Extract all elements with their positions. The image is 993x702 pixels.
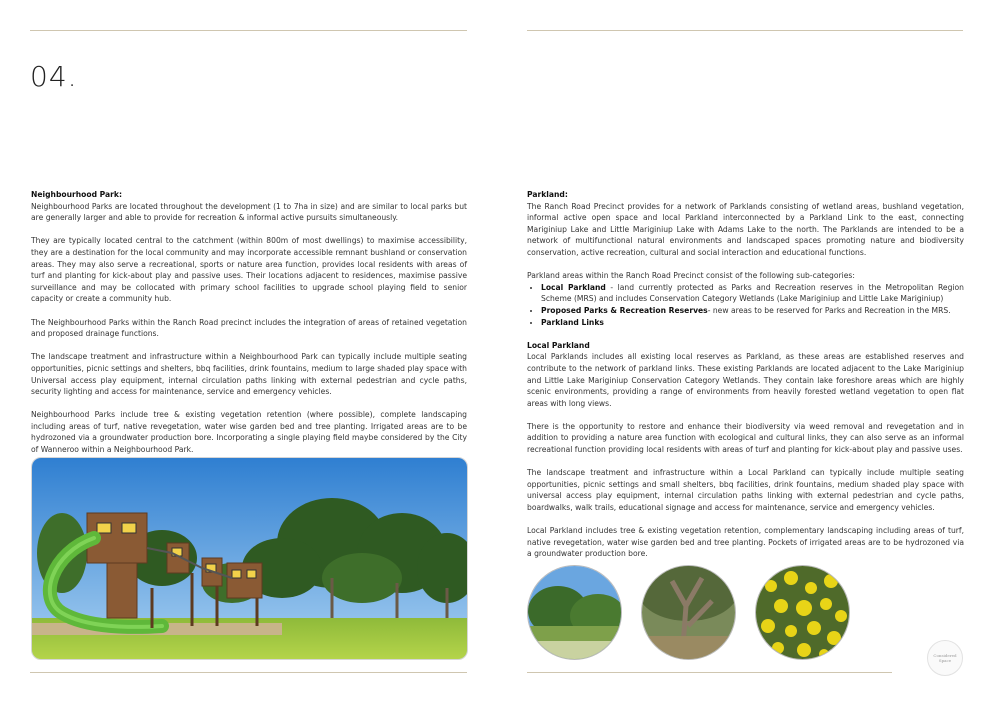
bullet-text: - land currently protected as Parks and Recreation reserves in the Metropolitan Region Scheme (MRS) and includes Conservation Category Wetlands (Lake Mariginiup and Little Lake Mariginiup) [541, 282, 964, 304]
bushland-photo-circle [641, 565, 736, 660]
left-paragraph: They are typically located central to the catchment (within 800m of most dwellings) to maximise accessibility, they are a destination for the local community and may incorporate accessible remnant bushland or conservation areas. They may also serve a recreational, sports or nature area function, provides local residents with areas of turf and planting for kick-about play and passive uses. Their locations adjacent to residences, maximise passive surveillance and may be collocated with primary school facilities to upgrade school playing field to senior capacity or create a community hub. [31, 236, 467, 304]
logo-text: Considered [933, 653, 957, 658]
right-column [527, 189, 964, 572]
right-paragraph: Local Parklands includes all existing local reserves as Parkland, as these areas are established reserves and contribute to the network of parkland links. These existing Parklands are located adjacent to the Lake Mariginiup and Little Lake Mariginiup Conservation Category Wetlands. They contain lake foreshore areas which are highly scenic environments, providing a range of environments from heavily forested wetland vegetation to open flat areas with long views. [527, 352, 964, 408]
left-paragraph: The landscape treatment and infrastructure within a Neighbourhood Park can typically include multiple seating opportunities, picnic settings and shelters, bbq facilities, drink fountains, medium to large shaded play space with Universal access play equipment, internal circulation paths linking with external pedestrian and cycle paths, security lighting and access for maintenance, service and emergency vehicles. [31, 352, 467, 397]
bottom-rule-left [30, 672, 467, 673]
left-column [31, 189, 467, 467]
right-paragraph: The landscape treatment and infrastructure within a Local Parkland can typically include multiple seating opportunities, picnic settings and small shelters, bbq facilities, drink fountains, medium shaded play space with universal access play equipment, internal circulation paths linking with external pedestrian and cycle paths, boardwalks, walk trails, educational signage and access for maintenance, service and emergency vehicles. [527, 468, 964, 513]
left-paragraph: Neighbourhood Parks include tree & existing vegetation retention (where possible), complete landscaping including areas of turf, native revegetation, water wise garden bed and tree planting. Irrigated areas are to be hydrozoned via a groundwater production bore. Incorporating a single playing field maybe considered by the City of Wanneroo within a Neighbourhood Park. [31, 410, 467, 455]
parkland-sub-intro: Parkland areas within the Ranch Road Precinct consist of the following sub-categories: [527, 271, 855, 281]
bullet-bold-label: Proposed Parks & Recreation Reserves [541, 305, 708, 315]
wattle-flower-photo-circle [755, 565, 850, 660]
right-paragraph: There is the opportunity to restore and enhance their biodiversity via weed removal and revegetation and in addition to providing a nature area function with ecological and cultural links, they can also serve as an informal recreational function providing local residents with areas of turf and planting for kick-about play and passive uses. [527, 421, 964, 455]
parkland-heading: Parkland: [527, 190, 568, 199]
parkland-intro: The Ranch Road Precinct provides for a network of Parklands consisting of wetland areas, bushland vegetation, informal active open space and local Parkland interconnected by a Parkland Link to the east, connecting Mariginiup Lake and Little Mariginiup Lake with Adams Lake to the north. The Parklands are intended to be a network of multifunctional natural environments and landscaped spaces promoting nature and biodiversity conservation, active recreation, cultural and social interaction and educational functions. [527, 201, 964, 257]
considered-space-logo [927, 640, 963, 676]
right-paragraph: Local Parkland includes tree & existing vegetation retention, complementary landscaping including areas of turf, native revegetation, water wise garden bed and tree planting. Pockets of irrigated areas are to be hydrozoned via a groundwater production bore. [527, 526, 964, 559]
bullet-text: - new areas to be reserved for Parks and Recreation in the MRS. [707, 305, 951, 315]
neighbourhood-park-heading: Neighbourhood Park: [31, 190, 122, 199]
left-paragraph: Neighbourhood Parks are located throughout the development (1 to 7ha in size) and are similar to local parks but are generally larger and able to provide for recreation & informal active pursuits simultaneously. [31, 201, 467, 223]
list-item [541, 317, 964, 329]
bullet-bold-label: Local Parkland [541, 282, 606, 292]
list-item [541, 282, 964, 305]
page-number: 04. [30, 60, 78, 93]
playground-photo [31, 457, 468, 660]
parkland-categories-list [527, 282, 964, 328]
logo-text: Space [938, 658, 952, 663]
local-parkland-heading: Local Parkland [527, 340, 590, 350]
bullet-bold-label: Parkland Links [541, 317, 604, 327]
left-paragraph: The Neighbourhood Parks within the Ranch Road precinct includes the integration of areas of retained vegetation and proposed drainage functions. [31, 317, 467, 339]
top-rule-left [30, 30, 467, 31]
top-rule-right [527, 30, 963, 31]
bottom-rule-right [527, 672, 892, 673]
wetland-photo-circle [527, 565, 622, 660]
list-item [541, 305, 964, 317]
